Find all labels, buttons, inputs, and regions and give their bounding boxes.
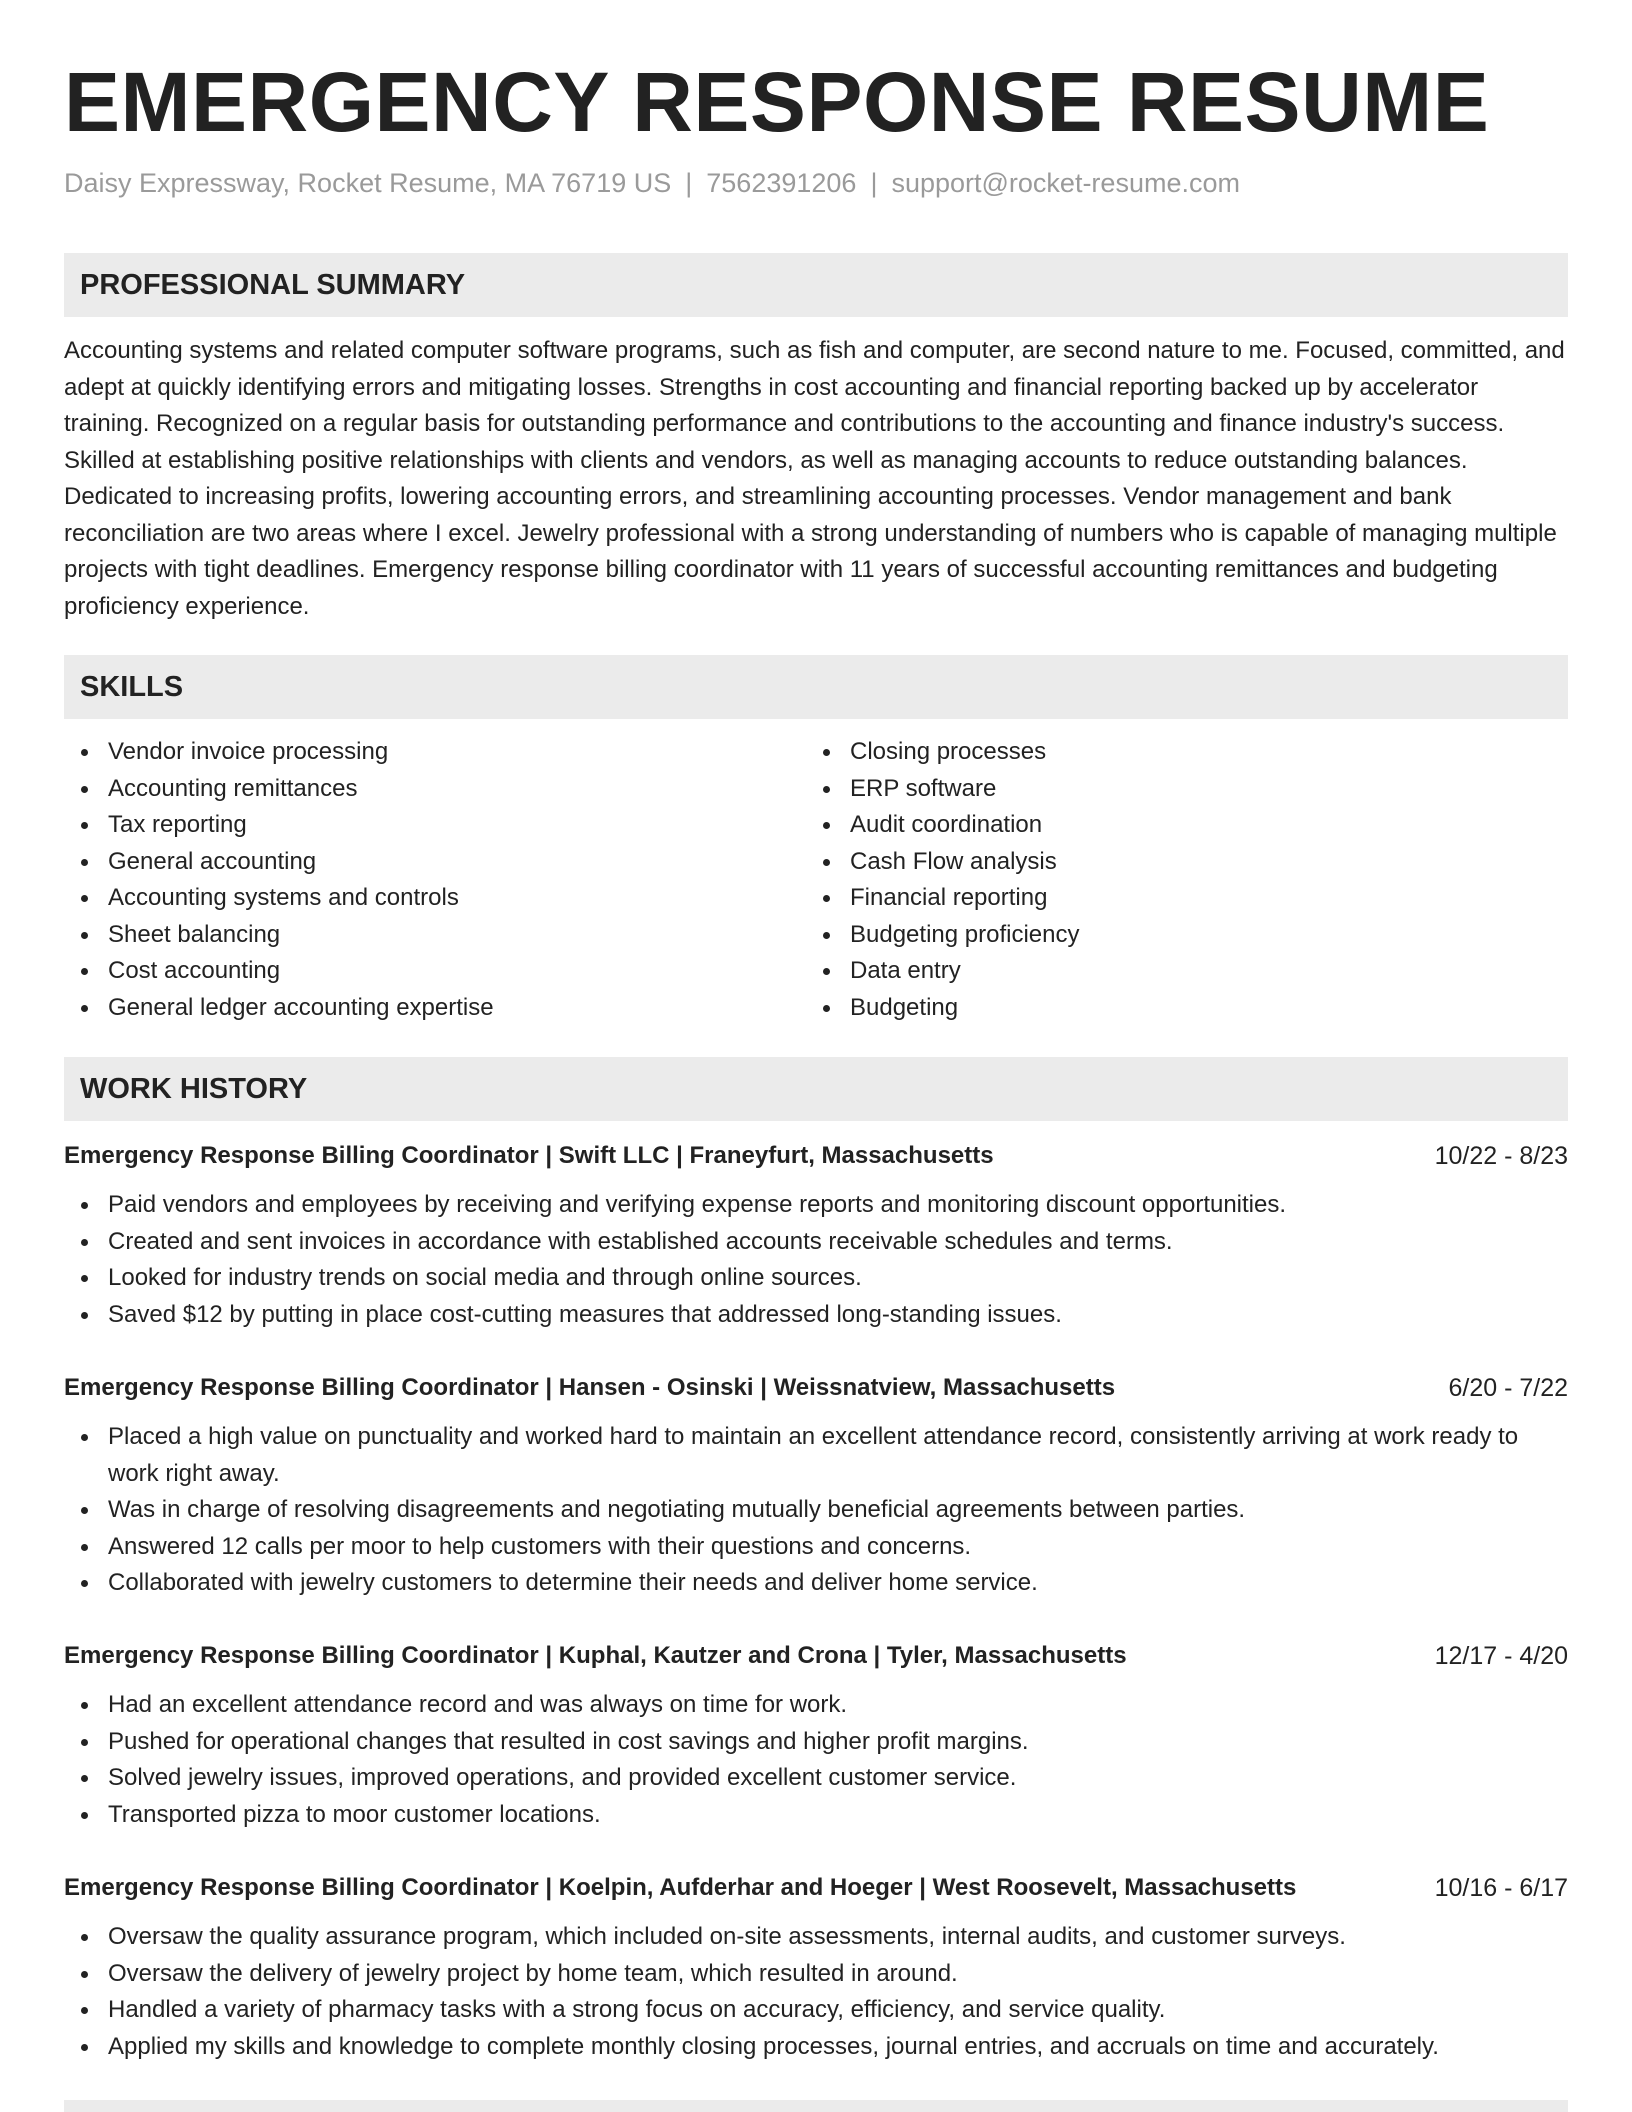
summary-text: Accounting systems and related computer software programs, such as fish and computer, are second nature to me. Focused, committed, and adept at quickly identifying errors and mitigating losses. Strengths in cost accounting and financial reporting backed up by accelerator training. Recognized on a regular basis for outstanding performance and contributions to the accounting and finance industry's success. Skilled at establishing positive relationships with clients and vendors, as well as managing accounts to reduce outstanding balances. Dedicated to increasing profits, lowering accounting errors, and streamlining accounting processes. Vendor management and bank reconciliation are two areas where I excel. Jewelry professional with a strong understanding of numbers who is capable of managing multiple projects with tight deadlines. Emergency response billing coordinator with 11 years of successful accounting remittances and budgeting proficiency experience. — [64, 337, 1565, 620]
job-bullet: Pushed for operational changes that resulted in cost savings and higher profit margins. — [64, 1724, 1568, 1761]
job-header — [64, 1139, 1568, 1173]
job-bullet: Created and sent invoices in accordance with established accounts receivable schedules and terms. — [64, 1224, 1568, 1261]
resume-title: EMERGENCY RESPONSE RESUME — [64, 55, 1490, 149]
contact-phone: 7562391206 — [706, 168, 857, 198]
job-bullet: Looked for industry trends on social media and through online sources. — [64, 1260, 1568, 1297]
skill-item: Financial reporting — [806, 880, 1548, 917]
job-title: Emergency Response Billing Coordinator | Koelpin, Aufderhar and Hoeger | West Roosevelt, Massachusetts — [64, 1874, 1297, 1901]
job-bullet: Paid vendors and employees by receiving and verifying expense reports and monitoring discount opportunities. — [64, 1187, 1568, 1224]
skills-column-right — [806, 734, 1548, 1026]
job-dates: 6/20 - 7/22 — [1448, 1374, 1568, 1402]
job-title: Emergency Response Billing Coordinator | Swift LLC | Franeyfurt, Massachusetts — [64, 1142, 994, 1169]
job-bullet: Had an excellent attendance record and was always on time for work. — [64, 1687, 1568, 1724]
job-bullet: Was in charge of resolving disagreements and negotiating mutually beneficial agreements between parties. — [64, 1492, 1568, 1529]
summary-heading: PROFESSIONAL SUMMARY — [64, 253, 1568, 317]
contact-separator: | — [685, 168, 693, 198]
skill-item: Accounting remittances — [64, 771, 806, 808]
job-entry — [64, 1871, 1568, 2065]
skill-item: Budgeting proficiency — [806, 917, 1548, 954]
job-bullet: Oversaw the delivery of jewelry project by home team, which resulted in around. — [64, 1956, 1568, 1993]
skill-item: Cash Flow analysis — [806, 844, 1548, 881]
job-bullet: Transported pizza to moor customer locations. — [64, 1797, 1568, 1834]
skill-item: General ledger accounting expertise — [64, 990, 806, 1027]
job-bullets — [64, 1919, 1568, 2065]
job-bullet: Answered 12 calls per moor to help customers with their questions and concerns. — [64, 1529, 1568, 1566]
job-title: Emergency Response Billing Coordinator | Kuphal, Kautzer and Crona | Tyler, Massachusetts — [64, 1642, 1127, 1669]
skill-item: Tax reporting — [64, 807, 806, 844]
skill-item: Closing processes — [806, 734, 1548, 771]
job-entry — [64, 1139, 1568, 1333]
job-header — [64, 1871, 1568, 1905]
job-bullet: Applied my skills and knowledge to complete monthly closing processes, journal entries, and accruals on time and accurately. — [64, 2029, 1568, 2066]
work-history-heading: WORK HISTORY — [64, 1057, 1568, 1121]
job-bullet: Placed a high value on punctuality and worked hard to maintain an excellent attendance record, consistently arriving at work ready to work right away. — [64, 1419, 1568, 1492]
job-title: Emergency Response Billing Coordinator | Hansen - Osinski | Weissnatview, Massachusetts — [64, 1374, 1116, 1401]
contact-separator: | — [870, 168, 878, 198]
job-bullets — [64, 1687, 1568, 1833]
job-entry — [64, 1371, 1568, 1602]
skill-item: Budgeting — [806, 990, 1548, 1027]
job-bullet: Collaborated with jewelry customers to determine their needs and deliver home service. — [64, 1565, 1568, 1602]
job-bullets — [64, 1419, 1568, 1602]
job-dates: 10/16 - 6/17 — [1434, 1874, 1568, 1902]
job-dates: 12/17 - 4/20 — [1434, 1642, 1568, 1670]
skill-item: Accounting systems and controls — [64, 880, 806, 917]
job-entry — [64, 1639, 1568, 1833]
skill-item: Audit coordination — [806, 807, 1548, 844]
job-bullet: Solved jewelry issues, improved operations, and provided excellent customer service. — [64, 1760, 1568, 1797]
job-header — [64, 1371, 1568, 1405]
skill-item: Cost accounting — [64, 953, 806, 990]
skill-item: ERP software — [806, 771, 1548, 808]
job-header — [64, 1639, 1568, 1673]
job-bullets — [64, 1187, 1568, 1333]
job-bullet: Oversaw the quality assurance program, which included on-site assessments, internal audits, and customer surveys. — [64, 1919, 1568, 1956]
job-bullet: Saved $12 by putting in place cost-cutting measures that addressed long-standing issues. — [64, 1297, 1568, 1334]
job-bullet: Handled a variety of pharmacy tasks with a strong focus on accuracy, efficiency, and service quality. — [64, 1992, 1568, 2029]
skill-item: General accounting — [64, 844, 806, 881]
contact-line — [64, 166, 1568, 200]
resume-page — [64, 0, 1568, 2060]
skills-heading: SKILLS — [64, 655, 1568, 719]
skill-item: Vendor invoice processing — [64, 734, 806, 771]
skills-column-left — [64, 734, 806, 1026]
skill-item: Data entry — [806, 953, 1548, 990]
job-dates: 10/22 - 8/23 — [1434, 1142, 1568, 1170]
contact-email[interactable]: support@rocket-resume.com — [891, 168, 1240, 198]
skill-item: Sheet balancing — [64, 917, 806, 954]
contact-address: Daisy Expressway, Rocket Resume, MA 76719 US — [64, 168, 672, 198]
skills-list — [64, 734, 1568, 1026]
next-section-heading-bar — [64, 2100, 1568, 2112]
